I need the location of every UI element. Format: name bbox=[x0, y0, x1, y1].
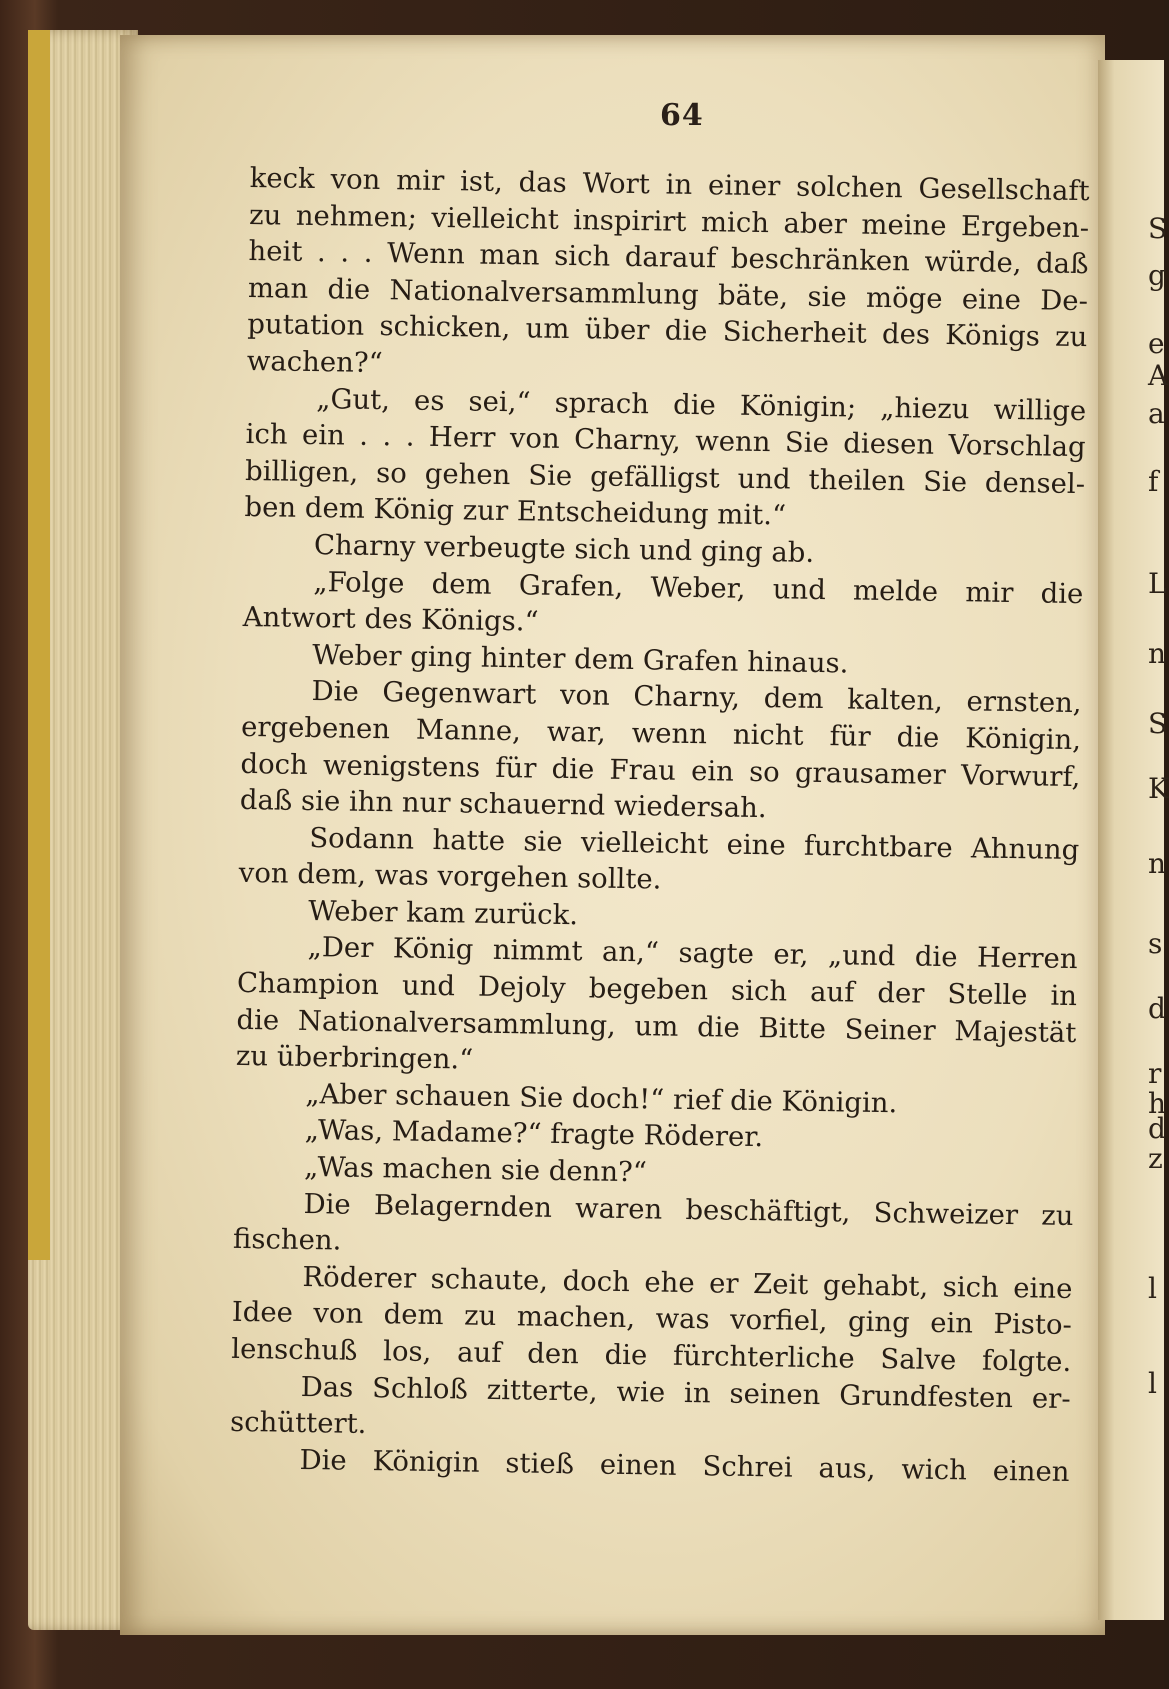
facing-page-letter: a bbox=[1148, 397, 1165, 430]
text-line: Champion und Dejoly begeben sich auf der Stelle in bbox=[236, 966, 1078, 1013]
text-line: schüttert. bbox=[229, 1406, 367, 1441]
text-line: Die Gegenwart von Charny, dem kalten, ernsten, bbox=[311, 675, 1082, 720]
text-line: ergebenen Manne, war, wenn nicht für die Königin, bbox=[240, 710, 1082, 757]
facing-page-letter: n bbox=[1148, 637, 1167, 670]
text-line: von dem, was vorgehen sollte. bbox=[238, 857, 662, 896]
text-line: lenschuß los, auf den die fürchterliche Salve folgte. bbox=[231, 1332, 1072, 1379]
facing-page-letter: f bbox=[1148, 465, 1159, 498]
text-line: putation schicken, um über die Sicherheit des Königs zu bbox=[247, 308, 1088, 354]
text-line: Charny verbeugte sich und ging ab. bbox=[313, 528, 815, 569]
text-line: Antwort des Königs.“ bbox=[242, 601, 539, 638]
text-line: „Der König nimmt an,“ sagte er, „und die Herren bbox=[307, 931, 1078, 976]
facing-page-letter: A bbox=[1148, 359, 1169, 392]
facing-page-letter: S bbox=[1148, 212, 1168, 245]
facing-page-letter: d bbox=[1148, 992, 1166, 1025]
text-line: keck von mir ist, das Wort in einer solchen Gesellschaft bbox=[249, 161, 1090, 208]
facing-page-letter: s bbox=[1148, 927, 1163, 960]
text-line: „Was machen sie denn?“ bbox=[303, 1151, 648, 1189]
facing-page-letter: d bbox=[1148, 1112, 1166, 1145]
bookmark-strip bbox=[28, 30, 50, 1260]
text-line: Die Königin stieß einen Schrei aus, wich einen bbox=[299, 1443, 1070, 1488]
facing-page-letter: e bbox=[1148, 327, 1165, 360]
text-line: daß sie ihn nur schauernd wiedersah. bbox=[239, 784, 767, 825]
facing-page-letter: S bbox=[1148, 707, 1168, 740]
text-line: „Folge dem Grafen, Weber, und melde mir die bbox=[313, 565, 1084, 610]
facing-page-letter: n bbox=[1148, 847, 1167, 880]
body-text bbox=[229, 160, 1090, 1490]
facing-page-letter: g bbox=[1148, 259, 1166, 292]
text-line: zu überbringen.“ bbox=[235, 1040, 474, 1076]
text-line: zu nehmen; vielleicht inspirirt mich aber meine Ergeben- bbox=[248, 198, 1090, 244]
text-line: Die Belagernden waren beschäftigt, Schweizer zu bbox=[303, 1187, 1074, 1232]
text-line: wachen?“ bbox=[246, 344, 383, 380]
text-line: die Nationalversammlung, um die Bitte Seiner Majestät bbox=[236, 1003, 1077, 1049]
facing-page-letter: K bbox=[1148, 772, 1169, 805]
text-line: Weber ging hinter dem Grafen hinaus. bbox=[311, 638, 849, 680]
text-line: „Was, Madame?“ fragte Röderer. bbox=[304, 1114, 764, 1154]
page-number: 64 bbox=[660, 98, 704, 133]
facing-page-letter: L bbox=[1148, 567, 1167, 600]
text-line: fischen. bbox=[232, 1223, 342, 1257]
text-line: heit . . . Wenn man sich darauf beschränken würde, daß bbox=[248, 235, 1089, 281]
text-line: Weber kam zurück. bbox=[307, 894, 579, 932]
text-line: Röderer schaute, doch ehe er Zeit gehabt, sich eine bbox=[302, 1260, 1073, 1305]
text-line: doch wenigstens für die Frau ein so grausamer Vorwurf, bbox=[240, 747, 1081, 793]
text-line: Sodann hatte sie vielleicht eine furchtbare Ahnung bbox=[309, 821, 1080, 866]
facing-page-letter: r bbox=[1148, 1057, 1162, 1090]
text-line: ich ein . . . Herr von Charny, wenn Sie diesen Vorschlag bbox=[245, 418, 1086, 464]
facing-page-letter: l bbox=[1148, 1272, 1157, 1305]
facing-page-letter: l bbox=[1148, 1367, 1157, 1400]
text-line: „Aber schauen Sie doch!“ rief die Königin. bbox=[305, 1077, 898, 1120]
text-line: man die Nationalversammlung bäte, sie möge eine De- bbox=[247, 271, 1089, 317]
text-line: Idee von dem zu machen, was vorfiel, ging ein Pisto- bbox=[231, 1296, 1073, 1342]
text-line: billigen, so gehen Sie gefälligst und theilen Sie densel- bbox=[244, 454, 1086, 500]
facing-page-letter: z bbox=[1148, 1142, 1163, 1175]
text-line: „Gut, es sei,“ sprach die Königin; „hiezu willige bbox=[316, 382, 1087, 427]
text-line: ben dem König zur Entscheidung mit.“ bbox=[244, 491, 787, 532]
facing-page-letter: h bbox=[1148, 1087, 1167, 1120]
text-line: Das Schloß zitterte, wie in seinen Grundfesten er- bbox=[300, 1370, 1071, 1415]
